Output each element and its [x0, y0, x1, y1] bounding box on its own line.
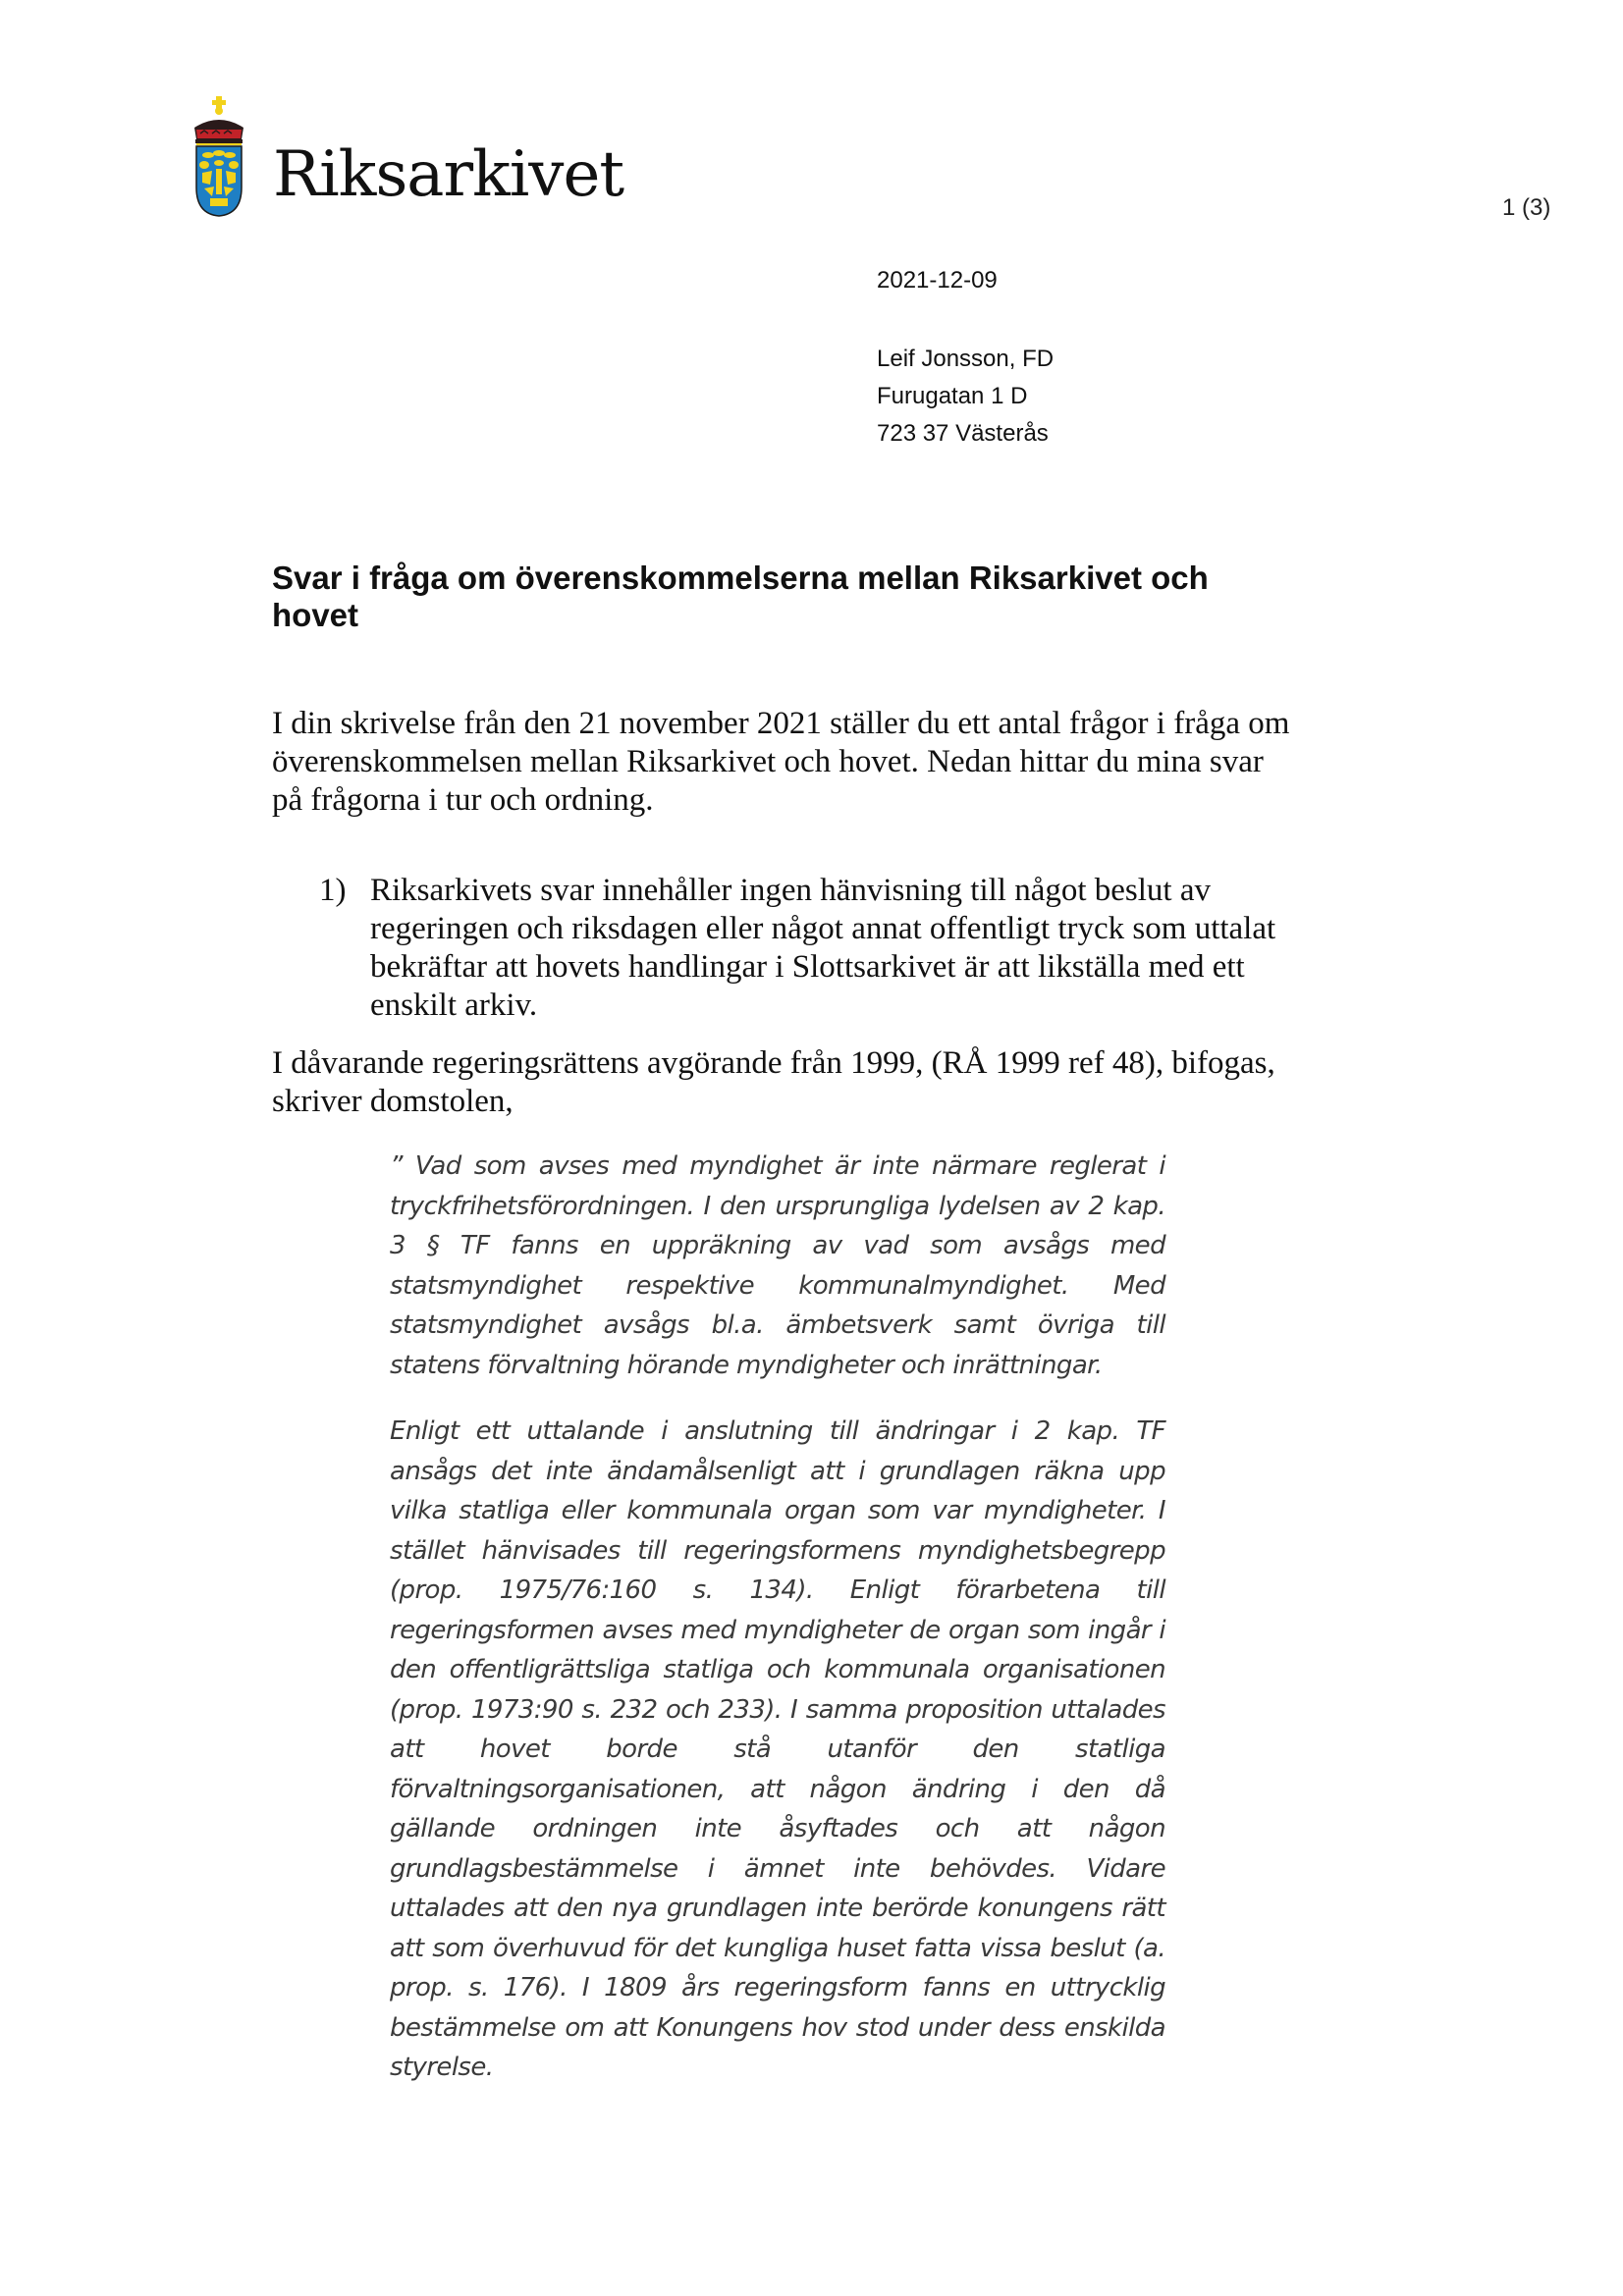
recipient-postal: 723 37 Västerås	[877, 420, 1049, 447]
item-number: 1)	[319, 873, 347, 908]
intro-paragraph: I din skrivelse från den 21 november 2021 ställer du ett antal frågor i fråga om överenskommelsen mellan Riksarkivet och hovet. Nedan hittar du mina svar på frågorna i tur och ordning.	[272, 706, 1290, 818]
document-title-line2: hovet	[272, 597, 359, 633]
document-title	[272, 560, 1273, 634]
document-title-line1: Svar i fråga om överenskommelserna mellan Riksarkivet och	[272, 560, 1209, 596]
letter-date: 2021-12-09	[877, 267, 998, 294]
logo-wordmark: Riksarkivet	[273, 138, 624, 211]
quote-paragraph-1: ” Vad som avses med myndighet är inte närmare reglerat i tryckfrihetsförordningen. I den ursprungliga lydelsen av 2 kap. 3 § TF fanns en uppräkning av vad som avsågs med statsmyndighet respektive kommunalmyndighet. Med statsmyndighet avsågs bl.a. ämbetsverk samt övriga till statens förvaltning hörande myndigheter och inrättningar.	[390, 1151, 1165, 1380]
page-number: 1 (3)	[1502, 194, 1551, 221]
quote-paragraph-2: Enligt ett uttalande i anslutning till ändringar i 2 kap. TF ansågs det inte ändamålsenligt att i grundlagen räkna upp vilka statliga eller kommunala organ som var myndigheter. I stället hänvisades till regeringsformens myndighetsbegrepp (prop. 1975/76:160 s. 134). Enligt förarbetena till regeringsformen avses med myndigheter de organ som ingår i den offentligrättsliga statliga och kommunala organisationen (prop. 1973:90 s. 232 och 233). I samma proposition uttalades att hovet borde stå utanför den statliga förvaltningsorganisationen, att någon ändring i den då gällande ordningen inte åsyftades och att någon grundlagsbestämmelse i ämnet inte behövdes. Vidare uttalades att den nya grundlagen inte berörde konungens rätt att som överhuvud för det kungliga huset fatta vissa beslut (a. prop. s. 176). I 1809 års regeringsform fanns en uttrycklig bestämmelse om att Konungens hov stod under dess enskilda styrelse.	[390, 1416, 1165, 2082]
recipient-address	[877, 341, 1054, 453]
item-text: Riksarkivets svar innehåller ingen hänvisning till något beslut av regeringen och riksdagen eller något annat offentligt tryck som uttalat bekräftar att hovets handlingar i Slottsarkivet är att likställa med ett enskilt arkiv.	[370, 873, 1276, 1023]
citation-intro: I dåvarande regeringsrättens avgörande från 1999, (RÅ 1999 ref 48), bifogas, skriver domstolen,	[272, 1045, 1275, 1119]
recipient-name: Leif Jonsson, FD	[877, 346, 1055, 372]
recipient-street: Furugatan 1 D	[877, 383, 1028, 409]
riksarkivet-logo	[190, 94, 622, 222]
coat-of-arms-crest-icon	[190, 94, 247, 220]
